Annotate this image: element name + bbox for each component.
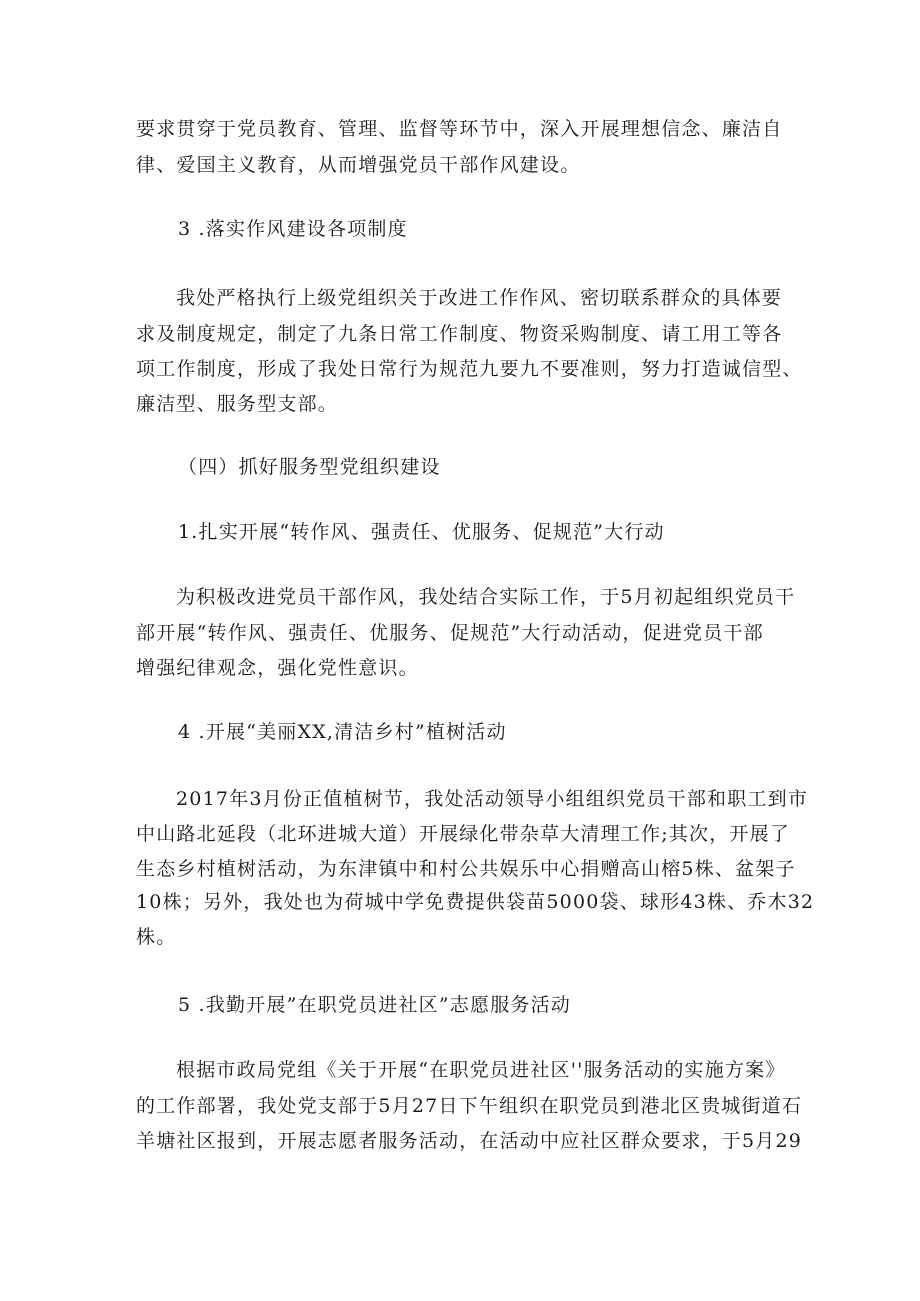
- paragraph-3-line-2: 部开展“转作风、强责任、优服务、促规范”大行动活动，促进党员干部: [136, 622, 764, 644]
- paragraph-5-line-1: 根据市政局党组《关于开展“在职党员进社区''服务活动的实施方案》: [176, 1059, 786, 1081]
- paragraph-1-line-2: 律、爱国主义教育，从而增强党员干部作风建设。: [136, 154, 581, 176]
- paragraph-1-line-1: 要求贯穿于党员教育、管理、监督等环节中，深入开展理想信念、廉洁自: [136, 118, 783, 140]
- section-heading-service-org: （四）抓好服务型党组织建设: [178, 456, 441, 478]
- paragraph-2-line-1: 我处严格执行上级党组织关于改进工作作风、密切联系群众的具体要: [176, 287, 783, 309]
- paragraph-4-line-5: 株。: [136, 926, 177, 948]
- paragraph-4-line-2: 中山路北延段（北环进城大道）开展绿化带杂草大清理工作;其次，开展了: [136, 823, 791, 845]
- paragraph-3-line-1: 为积极改进党员干部作风，我处结合实际工作，于5月初起组织党员干: [176, 586, 796, 608]
- paragraph-5-line-3: 羊塘社区报到，开展志愿者服务活动，在活动中应社区群众要求，于5月29: [136, 1130, 803, 1152]
- heading-4-tree-planting: 4 .开展“美丽XX,清洁乡村”植树活动: [178, 721, 507, 743]
- heading-5-volunteer: 5 .我勤开展”在职党员进社区”志愿服务活动: [178, 994, 571, 1016]
- paragraph-2-line-2: 求及制度规定，制定了九条日常工作制度、物资采购制度、请工用工等各: [136, 323, 783, 345]
- paragraph-4-line-1: 2017年3月份正值植树节，我处活动领导小组组织党员干部和职工到市: [176, 788, 809, 810]
- paragraph-5-line-2: 的工作部署，我处党支部于5月27日下午组织在职党员到港北区贵城街道石: [136, 1095, 803, 1117]
- paragraph-3-line-3: 增强纪律观念，强化党性意识。: [136, 657, 419, 679]
- heading-1-campaign: 1.扎实开展“转作风、强责任、优服务、促规范”大行动: [178, 521, 665, 543]
- paragraph-2-line-3: 项工作制度，形成了我处日常行为规范九要九不要准则，努力打造诚信型、: [136, 358, 803, 380]
- paragraph-4-line-3: 生态乡村植树活动，为东津镇中和村公共娱乐中心捐赠高山榕5株、盆架子: [136, 858, 796, 880]
- heading-3-institutions: 3 .落实作风建设各项制度: [178, 218, 408, 240]
- paragraph-4-line-4: 10株；另外，我处也为荷城中学免费提供袋苗5000袋、球形43株、乔木32: [136, 891, 815, 913]
- paragraph-2-line-4: 廉洁型、服务型支部。: [136, 393, 339, 415]
